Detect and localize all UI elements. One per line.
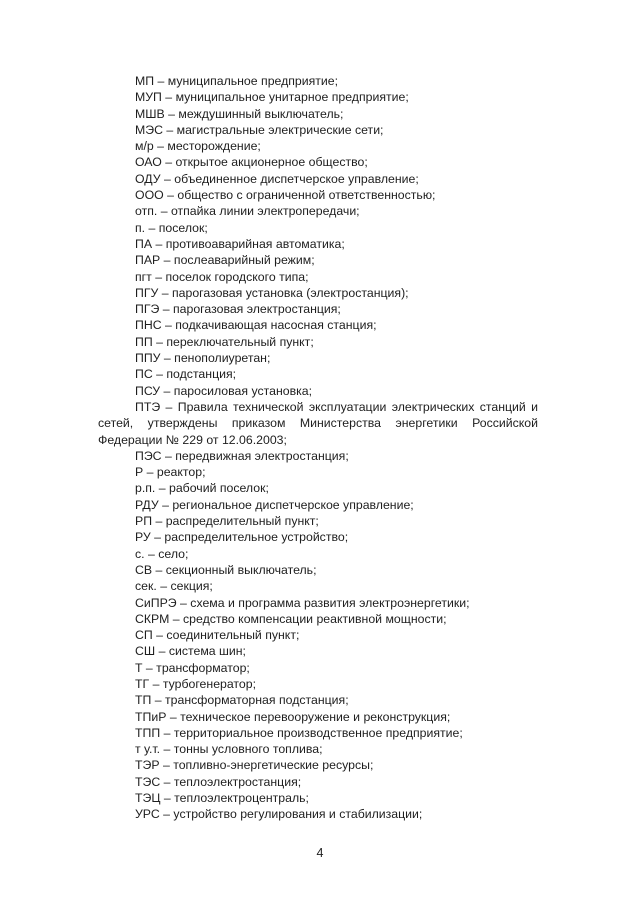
abbreviation-item: м/р – месторождение; [135,139,261,154]
abbreviation-item: СП – соединительный пункт; [135,628,300,643]
abbreviation-item: СВ – секционный выключатель; [135,562,317,577]
abbreviation-item: ТЭЦ – теплоэлектроцентраль; [135,791,309,806]
abbreviation-item: ПА – противоаварийная автоматика; [135,236,345,251]
abbreviation-item: МУП – муниципальное унитарное предприятие; [135,90,409,105]
abbreviation-item: УРС – устройство регулирования и стабилизации; [135,807,423,822]
abbreviation-item: ОАО – открытое акционерное общество; [135,155,368,170]
page-number: 4 [316,846,324,860]
abbreviation-item: ПНС – подкачивающая насосная станция; [135,318,377,333]
abbreviation-item: п. – поселок; [135,220,208,235]
abbreviation-item: РП – распределительный пункт; [135,514,319,529]
abbreviation-item: ПГУ – парогазовая установка (электростанция); [135,285,409,300]
abbreviation-item: МШВ – междушинный выключатель; [135,106,344,121]
abbreviation-item: ПТЭ – Правила технической эксплуатации электрических станций и сетей, утверждены приказом Министерства энергетики Российской Федерации № 229 от 12.06.2003; [98,399,538,447]
abbreviation-item: ПГЭ – парогазовая электростанция; [135,302,341,317]
abbreviation-item: ТГ – турбогенератор; [135,676,257,691]
abbreviation-item: с. – село; [135,546,189,561]
abbreviation-item: РДУ – региональное диспетчерское управление; [135,497,414,512]
abbreviation-item: СиПРЭ – схема и программа развития электроэнергетики; [135,595,470,610]
abbreviation-item: РУ – распределительное устройство; [135,530,349,545]
abbreviation-item: отп. – отпайка линии электропередачи; [135,204,360,219]
abbreviation-item: ТЭР – топливно-энергетические ресурсы; [135,758,374,773]
abbreviation-item: ПС – подстанция; [135,367,237,382]
abbreviation-item: пгт – поселок городского типа; [135,269,309,284]
abbreviation-item: Р – реактор; [135,465,206,480]
abbreviation-item: сек. – секция; [135,579,213,594]
abbreviation-item: ПАР – послеаварийный режим; [135,253,315,268]
abbreviation-item: СКРМ – средство компенсации реактивной мощности; [135,611,447,626]
abbreviation-item: ТЭС – теплоэлектростанция; [135,774,302,789]
abbreviation-item: ТПП – территориальное производственное предприятие; [135,725,463,740]
abbreviation-item: ПСУ – паросиловая установка; [135,383,313,398]
abbreviation-item: МП – муниципальное предприятие; [135,74,339,88]
abbreviation-item: р.п. – рабочий поселок; [135,481,269,496]
abbreviation-item: ТПиР – техническое перевооружение и реконструкция; [135,709,451,724]
abbreviation-item: ПЭС – передвижная электростанция; [135,448,349,463]
abbreviation-item: ТП – трансформаторная подстанция; [135,693,349,708]
abbreviation-item: СШ – система шин; [135,644,246,659]
abbreviation-item: ППУ – пенополиуретан; [135,351,271,366]
abbreviation-item: ООО – общество с ограниченной ответственностью; [135,188,436,203]
abbreviation-item: ОДУ – объединенное диспетчерское управление; [135,171,419,186]
abbreviation-item: ПП – переключательный пункт; [135,334,314,349]
abbreviation-list [98,73,538,823]
abbreviation-item: МЭС – магистральные электрические сети; [135,122,384,137]
abbreviation-item: т у.т. – тонны условного топлива; [135,742,323,757]
abbreviation-item: Т – трансформатор; [135,660,250,675]
